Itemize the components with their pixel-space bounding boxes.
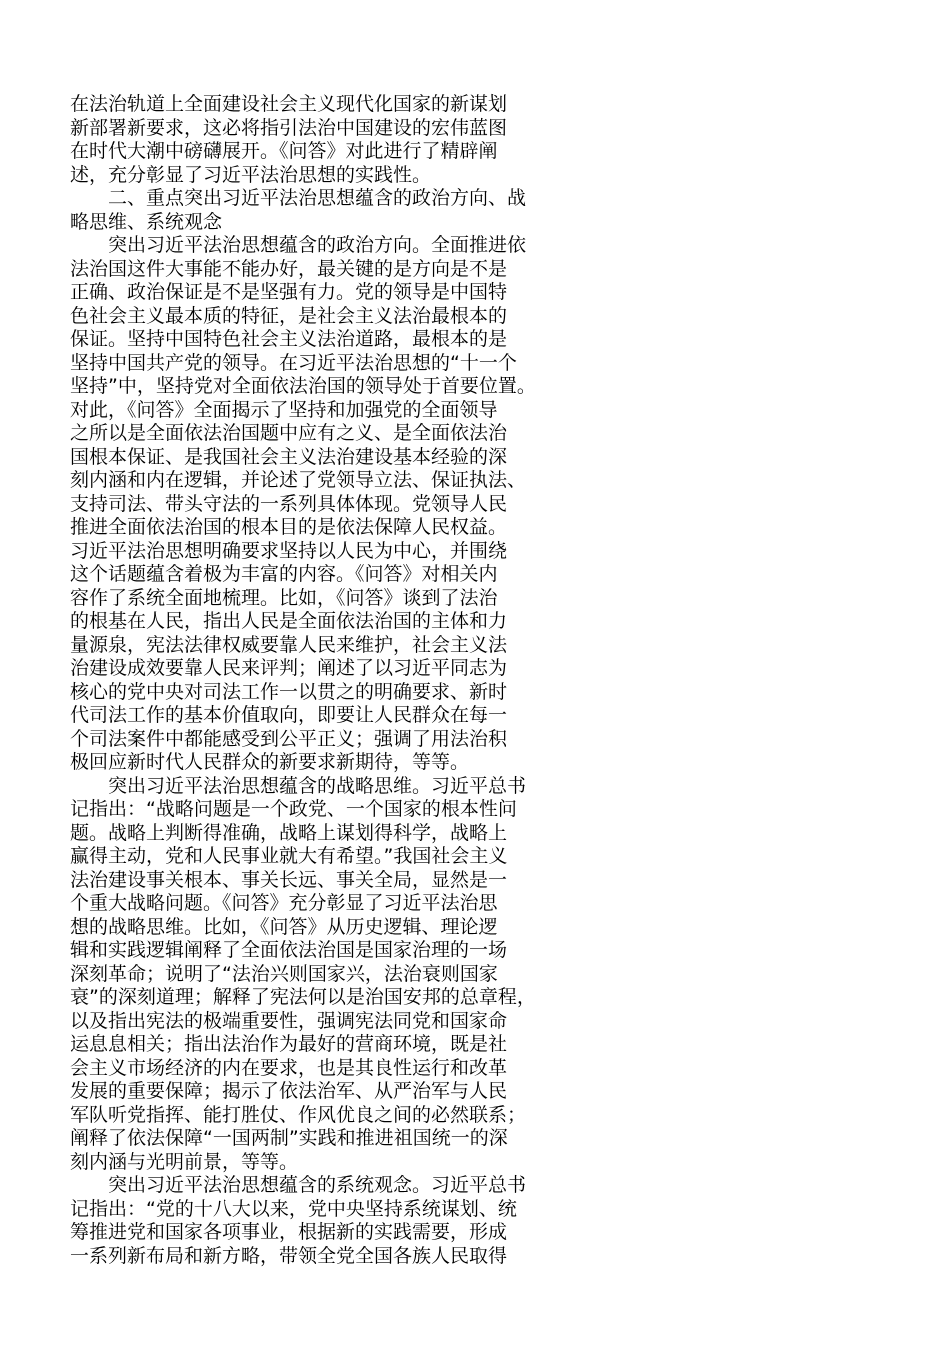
text-line: 记指出：“战略问题是一个政党、一个国家的根本性问 [70,798,517,820]
text-line: 衰”的深刻道理；解释了宪法何以是治国安邦的总章程， [70,986,536,1008]
text-line: 会主义市场经济的内在要求，也是其良性运行和改革 [70,1056,508,1079]
text-line: 这个话题蕴含着极为丰富的内容。《问答》对相关内 [70,563,498,585]
text-line: 突出习近平法治思想蕴含的战略思维。习近平总书 [70,774,527,797]
text-line: 二、重点突出习近平法治思想蕴含的政治方向、战 [70,187,527,209]
text-line: 军队听党指挥、能打胜仗、作风优良之间的必然联系； [70,1103,527,1126]
text-line: 代司法工作的基本价值取向，即要让人民群众在每一 [70,704,508,726]
text-line: 刻内涵和内在逻辑，并论述了党领导立法、保证执法、 [70,469,527,491]
text-line: 略思维、系统观念 [70,210,223,233]
text-line: 想的战略思维。比如，《问答》从历史逻辑、理论逻 [70,915,498,938]
text-line: 色社会主义最本质的特征，是社会主义法治最根本的 [70,304,508,327]
text-line: 支持司法、带头守法的一系列具体体现。党领导人民 [70,492,508,515]
text-line: 筹推进党和国家各项事业，根据新的实践需要，形成 [70,1221,508,1243]
text-line: 阐释了依法保障“一国两制”实践和推进祖国统一的深 [70,1127,508,1149]
text-line: 赢得主动，党和人民事业就大有希望。”我国社会主义 [70,845,508,867]
text-line: 发展的重要保障；揭示了依法治军、从严治军与人民 [70,1080,508,1102]
text-line: 核心的党中央对司法工作一以贯之的明确要求、新时 [70,680,508,703]
text-line: 在法治轨道上全面建设社会主义现代化国家的新谋划 [70,93,508,115]
text-line: 法治国这件大事能不能办好，最关键的是方向是不是 [70,257,508,280]
text-line: 深刻革命；说明了“法治兴则国家兴，法治衰则国家 [70,962,498,985]
text-line: 新部署新要求，这必将指引法治中国建设的宏伟蓝图 [70,116,508,139]
text-line: 对此，《问答》全面揭示了坚持和加强党的全面领导 [70,398,498,421]
text-line: 容作了系统全面地梳理。比如，《问答》谈到了法治 [70,586,498,609]
text-line: 的根基在人民，指出人民是全面依法治国的主体和力 [70,610,508,632]
text-line: 推进全面依法治国的根本目的是依法保障人民权益。 [70,516,508,538]
text-line: 保证。坚持中国特色社会主义法治道路，最根本的是 [70,328,508,350]
text-line: 坚持中国共产党的领导。在习近平法治思想的“十一个 [70,351,517,374]
text-line: 刻内涵与光明前景，等等。 [70,1150,299,1173]
text-line: 之所以是全面依法治国题中应有之义、是全面依法治 [70,422,508,444]
text-line: 正确、政治保证是不是坚强有力。党的领导是中国特 [70,281,508,303]
text-line: 述，充分彰显了习近平法治思想的实践性。 [70,163,432,186]
text-line: 极回应新时代人民群众的新要求新期待，等等。 [70,751,470,773]
text-line: 在时代大潮中磅礴展开。《问答》对此进行了精辟阐 [70,140,498,162]
text-line: 题。战略上判断得准确，战略上谋划得科学，战略上 [70,821,508,844]
body-text [70,93,865,1268]
text-line: 治建设成效要靠人民来评判；阐述了以习近平同志为 [70,657,508,679]
text-line: 运息息相关；指出法治作为最好的营商环境，既是社 [70,1033,508,1055]
text-line: 个重大战略问题。《问答》充分彰显了习近平法治思 [70,892,498,914]
text-line: 突出习近平法治思想蕴含的政治方向。全面推进依 [70,234,527,256]
text-line: 记指出：“党的十八大以来，党中央坚持系统谋划、统 [70,1197,517,1220]
text-line: 国根本保证、是我国社会主义法治建设基本经验的深 [70,445,508,468]
text-line: 突出习近平法治思想蕴含的系统观念。习近平总书 [70,1174,527,1196]
text-line: 个司法案件中都能感受到公平正义；强调了用法治积 [70,727,508,750]
text-line: 辑和实践逻辑阐释了全面依法治国是国家治理的一场 [70,939,508,961]
text-line: 法治建设事关根本、事关长远、事关全局，显然是一 [70,868,508,891]
text-line: 坚持”中，坚持党对全面依法治国的领导处于首要位置。 [70,375,536,397]
text-line: 量源泉，宪法法律权威要靠人民来维护，社会主义法 [70,633,508,656]
text-line: 一系列新布局和新方略，带领全党全国各族人民取得 [70,1244,508,1267]
text-line: 习近平法治思想明确要求坚持以人民为中心，并围绕 [70,539,508,562]
text-line: 以及指出宪法的极端重要性，强调宪法同党和国家命 [70,1009,508,1032]
